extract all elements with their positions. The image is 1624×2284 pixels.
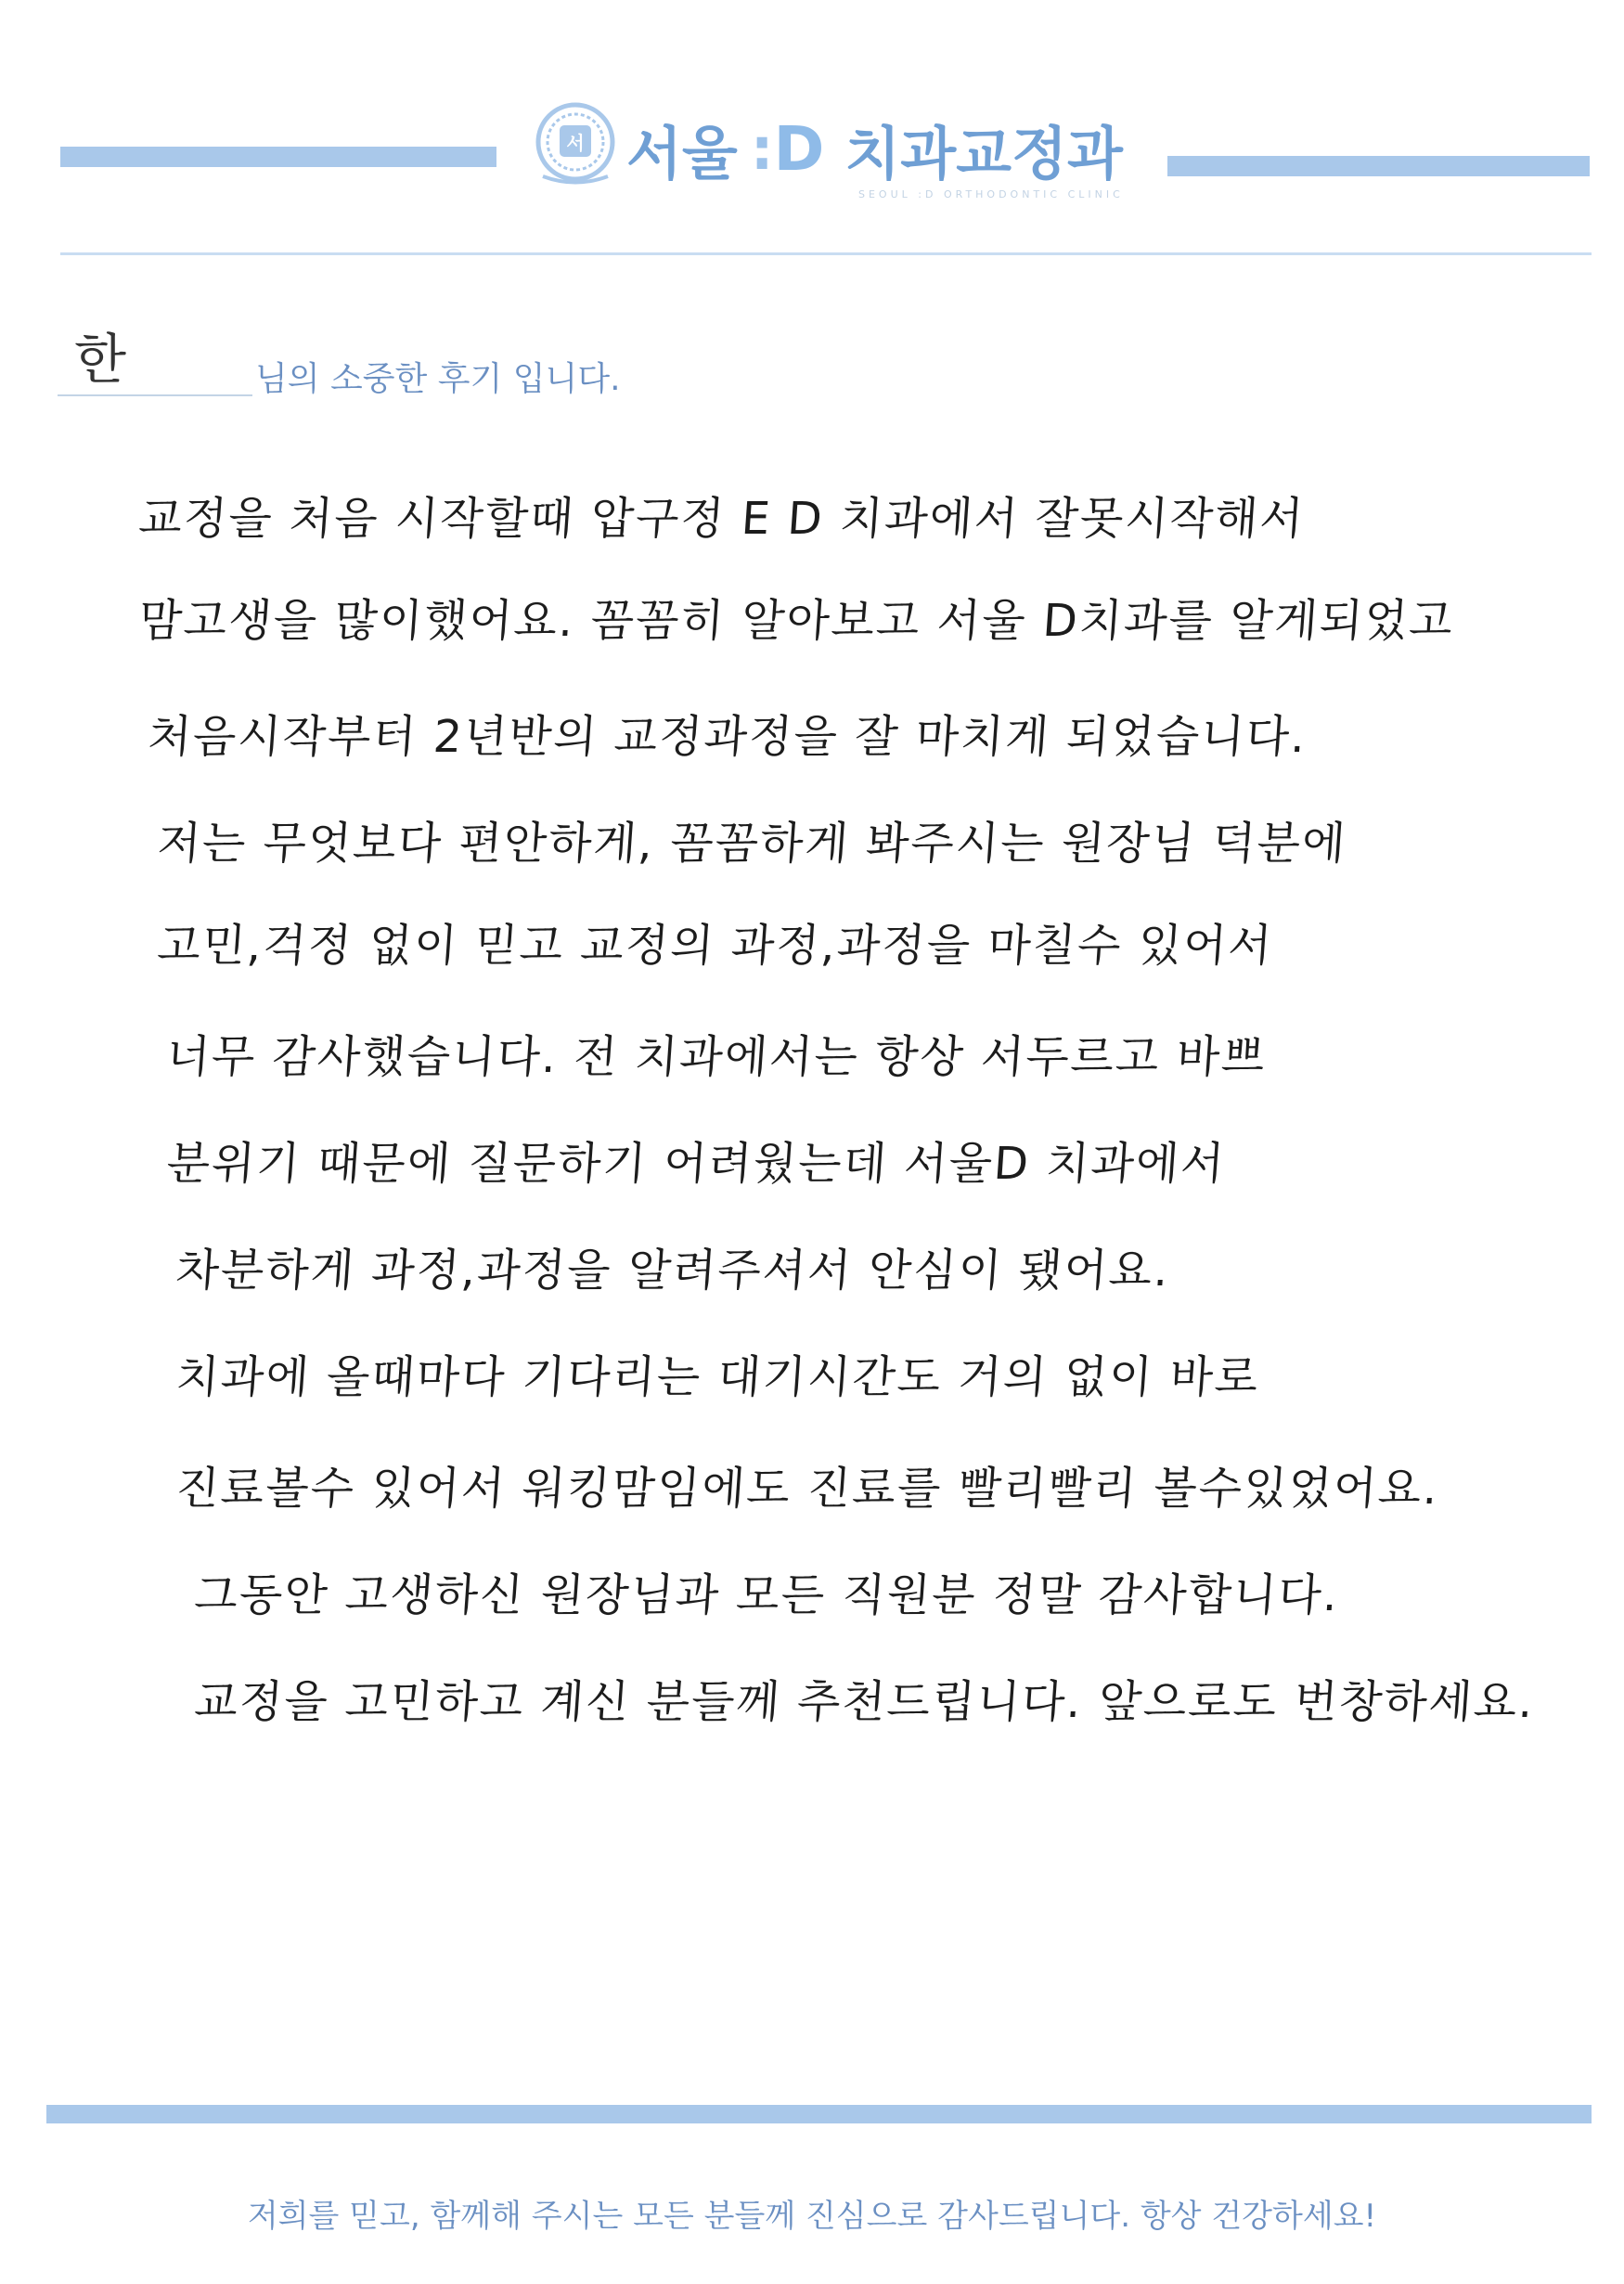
review-line: 치과에 올때마다 기다리는 대기시간도 거의 없이 바로	[174, 1351, 1262, 1403]
review-line: 차분하게 과정,과정을 알려주셔서 안심이 됐어요.	[174, 1245, 1172, 1297]
footer-bar	[46, 2105, 1592, 2123]
brand-subtitle: SEOUL :D ORTHODONTIC CLINIC	[858, 188, 1124, 200]
footer-message: 저희를 믿고, 함께해 주시는 모든 분들께 진심으로 감사드립니다. 항상 건강하세요!	[247, 2198, 1377, 2235]
customer-name: 한	[74, 328, 127, 391]
header-divider	[60, 252, 1592, 255]
review-line: 교정을 고민하고 계신 분들께 추천드립니다. 앞으로도 번창하세요.	[192, 1676, 1537, 1728]
review-line: 진료볼수 있어서 워킹맘임에도 진료를 빨리빨리 볼수있었어요.	[174, 1463, 1441, 1515]
review-line: 고민,걱정 없이 믿고 교정의 과정,과정을 마칠수 있어서	[155, 920, 1275, 972]
name-underline	[58, 394, 252, 396]
brand-clinic-name: 치과교정과	[844, 119, 1123, 187]
header-bar-left	[60, 147, 496, 167]
review-line: 분위기 때문에 질문하기 어려웠는데 서울D 치과에서	[164, 1138, 1228, 1190]
review-line: 맘고생을 많이했어요. 꼼꼼히 알아보고 서울 D치과를 알게되었고	[136, 595, 1456, 647]
name-suffix: 님의 소중한 후기 입니다.	[255, 360, 621, 398]
review-line: 그동안 고생하신 원장님과 모든 직원분 정말 감사합니다.	[192, 1569, 1341, 1621]
header-bar-right	[1167, 156, 1590, 176]
svg-text:서: 서	[566, 132, 585, 154]
brand-wordmark	[626, 107, 1123, 190]
clinic-seal-icon	[534, 97, 617, 186]
review-line: 처음시작부터 2년반의 교정과정을 잘 마치게 되었습니다.	[146, 711, 1309, 763]
review-line: 교정을 처음 시작할때 압구정 E D 치과에서 잘못시작해서	[136, 493, 1307, 545]
review-line: 너무 감사했습니다. 전 치과에서는 항상 서두르고 바쁘	[164, 1031, 1269, 1083]
brand-colon: :	[750, 114, 774, 183]
brand-seoul: 서울	[626, 119, 738, 187]
review-line: 저는 무엇보다 편안하게, 꼼꼼하게 봐주시는 원장님 덕분에	[155, 818, 1349, 870]
brand-d: D	[773, 112, 825, 185]
